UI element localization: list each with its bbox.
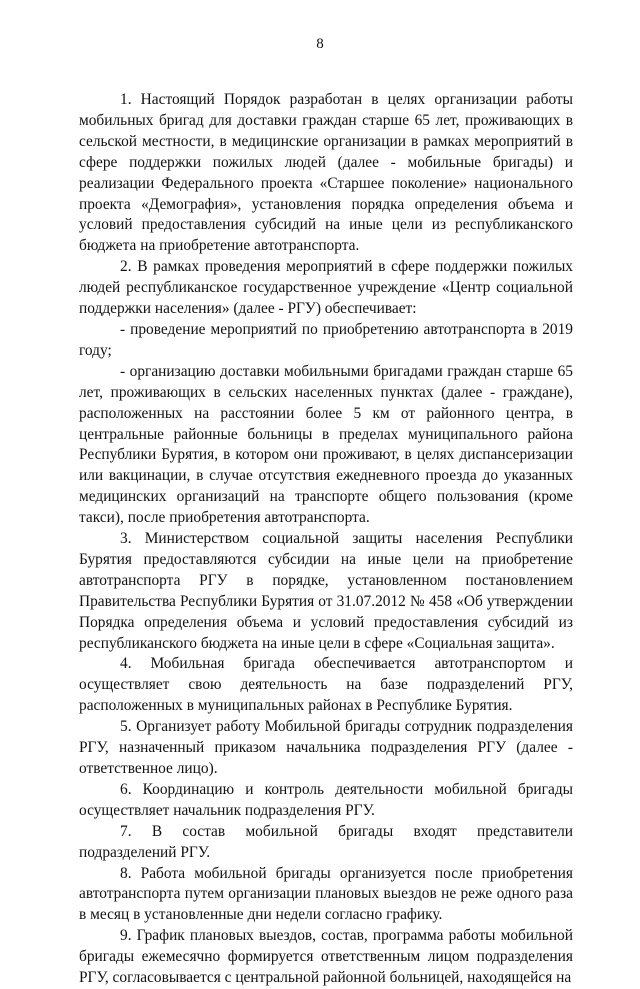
paragraph-3: 3. Министерством социальной защиты населения Республики Бурятия предоставляются субсидии на иные цели на приобретение автотранспорта РГУ в порядке, установленном постановлением Правительства Республики Бурятия от 31.07.2012 № 458 «Об утверждении Порядка определения объема и условий предоставления субсидий из республиканского бюджета на иные цели в сфере «Социальная защита». (79, 530, 573, 652)
paragraph-5: 5. Организует работу Мобильной бригады сотрудник подразделения РГУ, назначенный приказом начальника подразделения РГУ (далее - ответственное лицо). (79, 718, 573, 777)
paragraph-7: 7. В состав мобильной бригады входят представители подразделений РГУ. (79, 822, 573, 861)
paragraph-1: 1. Настоящий Порядок разработан в целях организации работы мобильных бригад для доставки граждан старше 65 лет, проживающих в сельской местности, в медицинские организации в рамках мероприятий в сфере поддержки пожилых людей (далее - мобильные бригады) и реализации Федерального проекта «Старшее поколение» национального проекта «Демография», установления порядка определения объема и условий предоставления субсидий на иные цели из республиканского бюджета на приобретение автотранспорта. (79, 91, 573, 255)
paragraph-6: 6. Координацию и контроль деятельности мобильной бригады осуществляет начальник подразделения РГУ. (79, 780, 573, 819)
paragraph-2-item-1: - проведение мероприятий по приобретению автотранспорта в 2019 году; (79, 320, 573, 359)
paragraph-2: 2. В рамках проведения мероприятий в сфере поддержки пожилых людей республиканское государственное учреждение «Центр социальной поддержки населения» (далее - РГУ) обеспечивает: (79, 258, 573, 318)
page-number: 8 (316, 36, 324, 52)
paragraph-2-item-2: - организацию доставки мобильными бригадами граждан старше 65 лет, проживающих в сельских населенных пунктах (далее - граждане), расположенных на расстоянии более 5 км от районного центра, в центральные районные больницы в пределах муниципального района Республики Бурятия, в котором они проживают, в целях диспансеризации или вакцинации, в случае отсутствия ежедневного проезда до указанных медицинских организаций на транспорте общего пользования (кроме такси), после приобретения автотранспорта. (79, 362, 573, 527)
paragraph-8: 8. Работа мобильной бригады организуется после приобретения автотранспорта путем организации плановых выездов не реже одного раза в месяц в установленные дни недели согласно графику. (79, 864, 573, 924)
paragraph-9: 9. График плановых выездов, состав, программа работы мобильной бригады ежемесячно формируется ответственным лицом подразделения РГУ, согласовывается с центральной районной больницей, находящейся на (79, 927, 573, 987)
paragraph-4: 4. Мобильная бригада обеспечивается автотранспортом и осуществляет свою деятельность на базе подразделений РГУ, расположенных в муниципальных районах в Республике Бурятия. (79, 655, 573, 715)
document-body (79, 90, 573, 989)
